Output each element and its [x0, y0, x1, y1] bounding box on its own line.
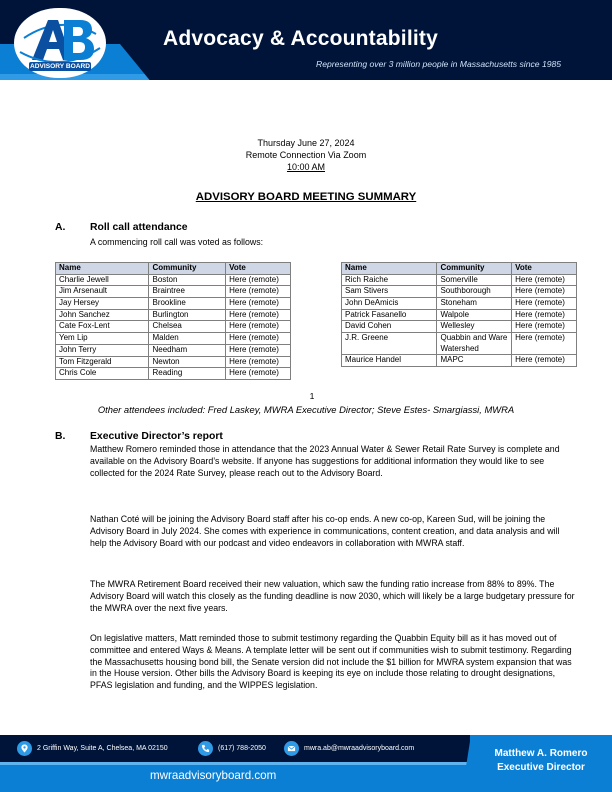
column-header-community: Community: [149, 263, 226, 275]
table-row: [342, 355, 577, 367]
member-name-cell: Patrick Fasanello: [342, 309, 437, 321]
report-paragraph-staffing: Nathan Coté will be joining the Advisory Board staff after his co-op ends. A new co-op, Kareen Sud, will be joining the Advisory Board in July 2024. She comes with experience in communications, content creation, and data analysis and will help the Advisory Board with our podcast and video endeavors in collaboration with MWRA staff.: [90, 514, 560, 548]
roll-call-table-right: [341, 262, 577, 367]
footer-phone-text: (617) 788-2050: [218, 745, 266, 752]
member-name-cell: J.R. Greene: [342, 333, 437, 355]
footer-website[interactable]: mwraadvisoryboard.com: [150, 769, 277, 782]
envelope-icon: [284, 741, 299, 756]
footer-address: [17, 741, 168, 756]
vote-cell: Here (remote): [226, 321, 291, 333]
vote-cell: Here (remote): [226, 286, 291, 298]
community-cell: Newton: [149, 356, 226, 368]
table-row: [56, 356, 291, 368]
community-cell: Somerville: [437, 274, 512, 286]
member-name-cell: Yem Lip: [56, 333, 149, 345]
vote-cell: Here (remote): [226, 274, 291, 286]
community-cell: Quabbin and Ware Watershed: [437, 333, 512, 355]
community-cell: Reading: [149, 368, 226, 380]
community-cell: Boston: [149, 274, 226, 286]
vote-cell: Here (remote): [512, 274, 577, 286]
other-attendees: Other attendees included: Fred Laskey, MWRA Executive Director; Steve Estes- Smargiassi, MWRA: [97, 404, 515, 415]
footer-email-text: mwra.ab@mwraadvisoryboard.com: [304, 745, 415, 752]
footer-phone[interactable]: [198, 741, 266, 756]
community-cell: Burlington: [149, 309, 226, 321]
table-row: [342, 309, 577, 321]
member-name-cell: John DeAmicis: [342, 298, 437, 310]
roll-call-table-left: [55, 262, 291, 380]
community-cell: Stoneham: [437, 298, 512, 310]
director-name: Matthew A. Romero: [494, 748, 588, 759]
community-cell: Wellesley: [437, 321, 512, 333]
member-name-cell: Sam Stivers: [342, 286, 437, 298]
member-name-cell: Rich Raiche: [342, 274, 437, 286]
vote-cell: Here (remote): [226, 344, 291, 356]
vote-cell: Here (remote): [512, 333, 577, 355]
member-name-cell: Maurice Handel: [342, 355, 437, 367]
member-name-cell: John Sanchez: [56, 309, 149, 321]
community-cell: MAPC: [437, 355, 512, 367]
vote-cell: Here (remote): [226, 309, 291, 321]
header-title: Advocacy & Accountability: [163, 27, 438, 50]
member-name-cell: David Cohen: [342, 321, 437, 333]
member-name-cell: Chris Cole: [56, 368, 149, 380]
vote-cell: Here (remote): [226, 333, 291, 345]
header-tagline: Representing over 3 million people in Massachusetts since 1985: [316, 59, 562, 69]
member-name-cell: Tom Fitzgerald: [56, 356, 149, 368]
table-row: [342, 298, 577, 310]
member-name-cell: John Terry: [56, 344, 149, 356]
vote-cell: Here (remote): [512, 321, 577, 333]
vote-cell: Here (remote): [226, 368, 291, 380]
location-pin-icon: [17, 741, 32, 756]
column-header-name: Name: [342, 263, 437, 275]
section-a-title: Roll call attendance: [90, 222, 188, 233]
report-paragraph-retirement: The MWRA Retirement Board received their new valuation, which saw the funding ratio increase from 88% to 89%. The Advisory Board will watch this closely as the funding deadline is now 2030, which will likely be a large budgetary pressure for the MWRA over the next five years.: [90, 579, 575, 613]
meeting-time: [0, 161, 612, 173]
member-name-cell: Jim Arsenault: [56, 286, 149, 298]
footer-address-text: 2 Griffin Way, Suite A, Chelsea, MA 02150: [37, 745, 168, 752]
page-footer: [0, 735, 612, 792]
page-header: [0, 0, 612, 92]
table-row: [56, 274, 291, 286]
table-row: [342, 274, 577, 286]
director-title: Executive Director: [497, 761, 585, 773]
community-cell: Chelsea: [149, 321, 226, 333]
vote-cell: Here (remote): [226, 298, 291, 310]
table-row: [342, 321, 577, 333]
table-row: [56, 321, 291, 333]
table-header-row: [56, 263, 291, 275]
community-cell: Southborough: [437, 286, 512, 298]
table-row: [56, 309, 291, 321]
vote-cell: Here (remote): [512, 286, 577, 298]
column-header-vote: Vote: [226, 263, 291, 275]
table-row: [56, 298, 291, 310]
footer-signature: [470, 747, 612, 774]
meeting-time-text: 10:00 AM: [286, 162, 326, 172]
advisory-board-logo: [14, 8, 106, 78]
roll-call-left-body: [56, 274, 291, 379]
page-number: 1: [309, 391, 315, 401]
community-cell: Malden: [149, 333, 226, 345]
vote-cell: Here (remote): [512, 298, 577, 310]
vote-cell: Here (remote): [512, 355, 577, 367]
vote-cell: Here (remote): [226, 356, 291, 368]
community-cell: Brookline: [149, 298, 226, 310]
community-cell: Braintree: [149, 286, 226, 298]
member-name-cell: Jay Hersey: [56, 298, 149, 310]
table-row: [342, 286, 577, 298]
footer-email[interactable]: [284, 741, 414, 756]
meeting-date: Thursday June 27, 2024: [257, 138, 355, 148]
vote-cell: Here (remote): [512, 309, 577, 321]
meeting-location: Remote Connection Via Zoom: [245, 150, 367, 160]
column-header-vote: Vote: [512, 263, 577, 275]
table-header-row: [342, 263, 577, 275]
roll-call-intro: A commencing roll call was voted as follows:: [90, 237, 264, 247]
section-b-letter: B.: [55, 431, 66, 442]
community-cell: Walpole: [437, 309, 512, 321]
report-paragraph-legislative: On legislative matters, Matt reminded those to submit testimony regarding the Quabbin Equity bill as it has moved out of committee and entered Ways & Means. A template letter will be sent out if communities wish to submit testimony. Regarding the Massachusetts housing bond bill, the Senate version did not include the $1 billion for MWRA system expansion that was in the House version. Other bills the Advisory Board is keeping its eye on include those relating to drought designations, PFAS legislation and funding, and the WIPPES legislation.: [90, 633, 572, 691]
table-row: [342, 333, 577, 355]
table-row: [56, 333, 291, 345]
table-row: [56, 368, 291, 380]
column-header-community: Community: [437, 263, 512, 275]
phone-icon: [198, 741, 213, 756]
logo-label: ADVISORY BOARD: [29, 63, 91, 70]
report-paragraph-rate-survey: Matthew Romero reminded those in attendance that the 2023 Annual Water & Sewer Retail Rate Survey is complete and available on the Advisory Board’s website. If anyone has suggestions for additional information they would like to see collected for the 2024 Rate Survey, please reach out to the Advisory Board.: [90, 444, 560, 478]
section-b-title: Executive Director’s report: [90, 431, 223, 442]
document-title: ADVISORY BOARD MEETING SUMMARY: [195, 191, 417, 203]
member-name-cell: Cate Fox-Lent: [56, 321, 149, 333]
member-name-cell: Charlie Jewell: [56, 274, 149, 286]
community-cell: Needham: [149, 344, 226, 356]
table-row: [56, 286, 291, 298]
table-row: [56, 344, 291, 356]
column-header-name: Name: [56, 263, 149, 275]
section-a-letter: A.: [55, 222, 66, 233]
roll-call-right-body: [342, 274, 577, 366]
